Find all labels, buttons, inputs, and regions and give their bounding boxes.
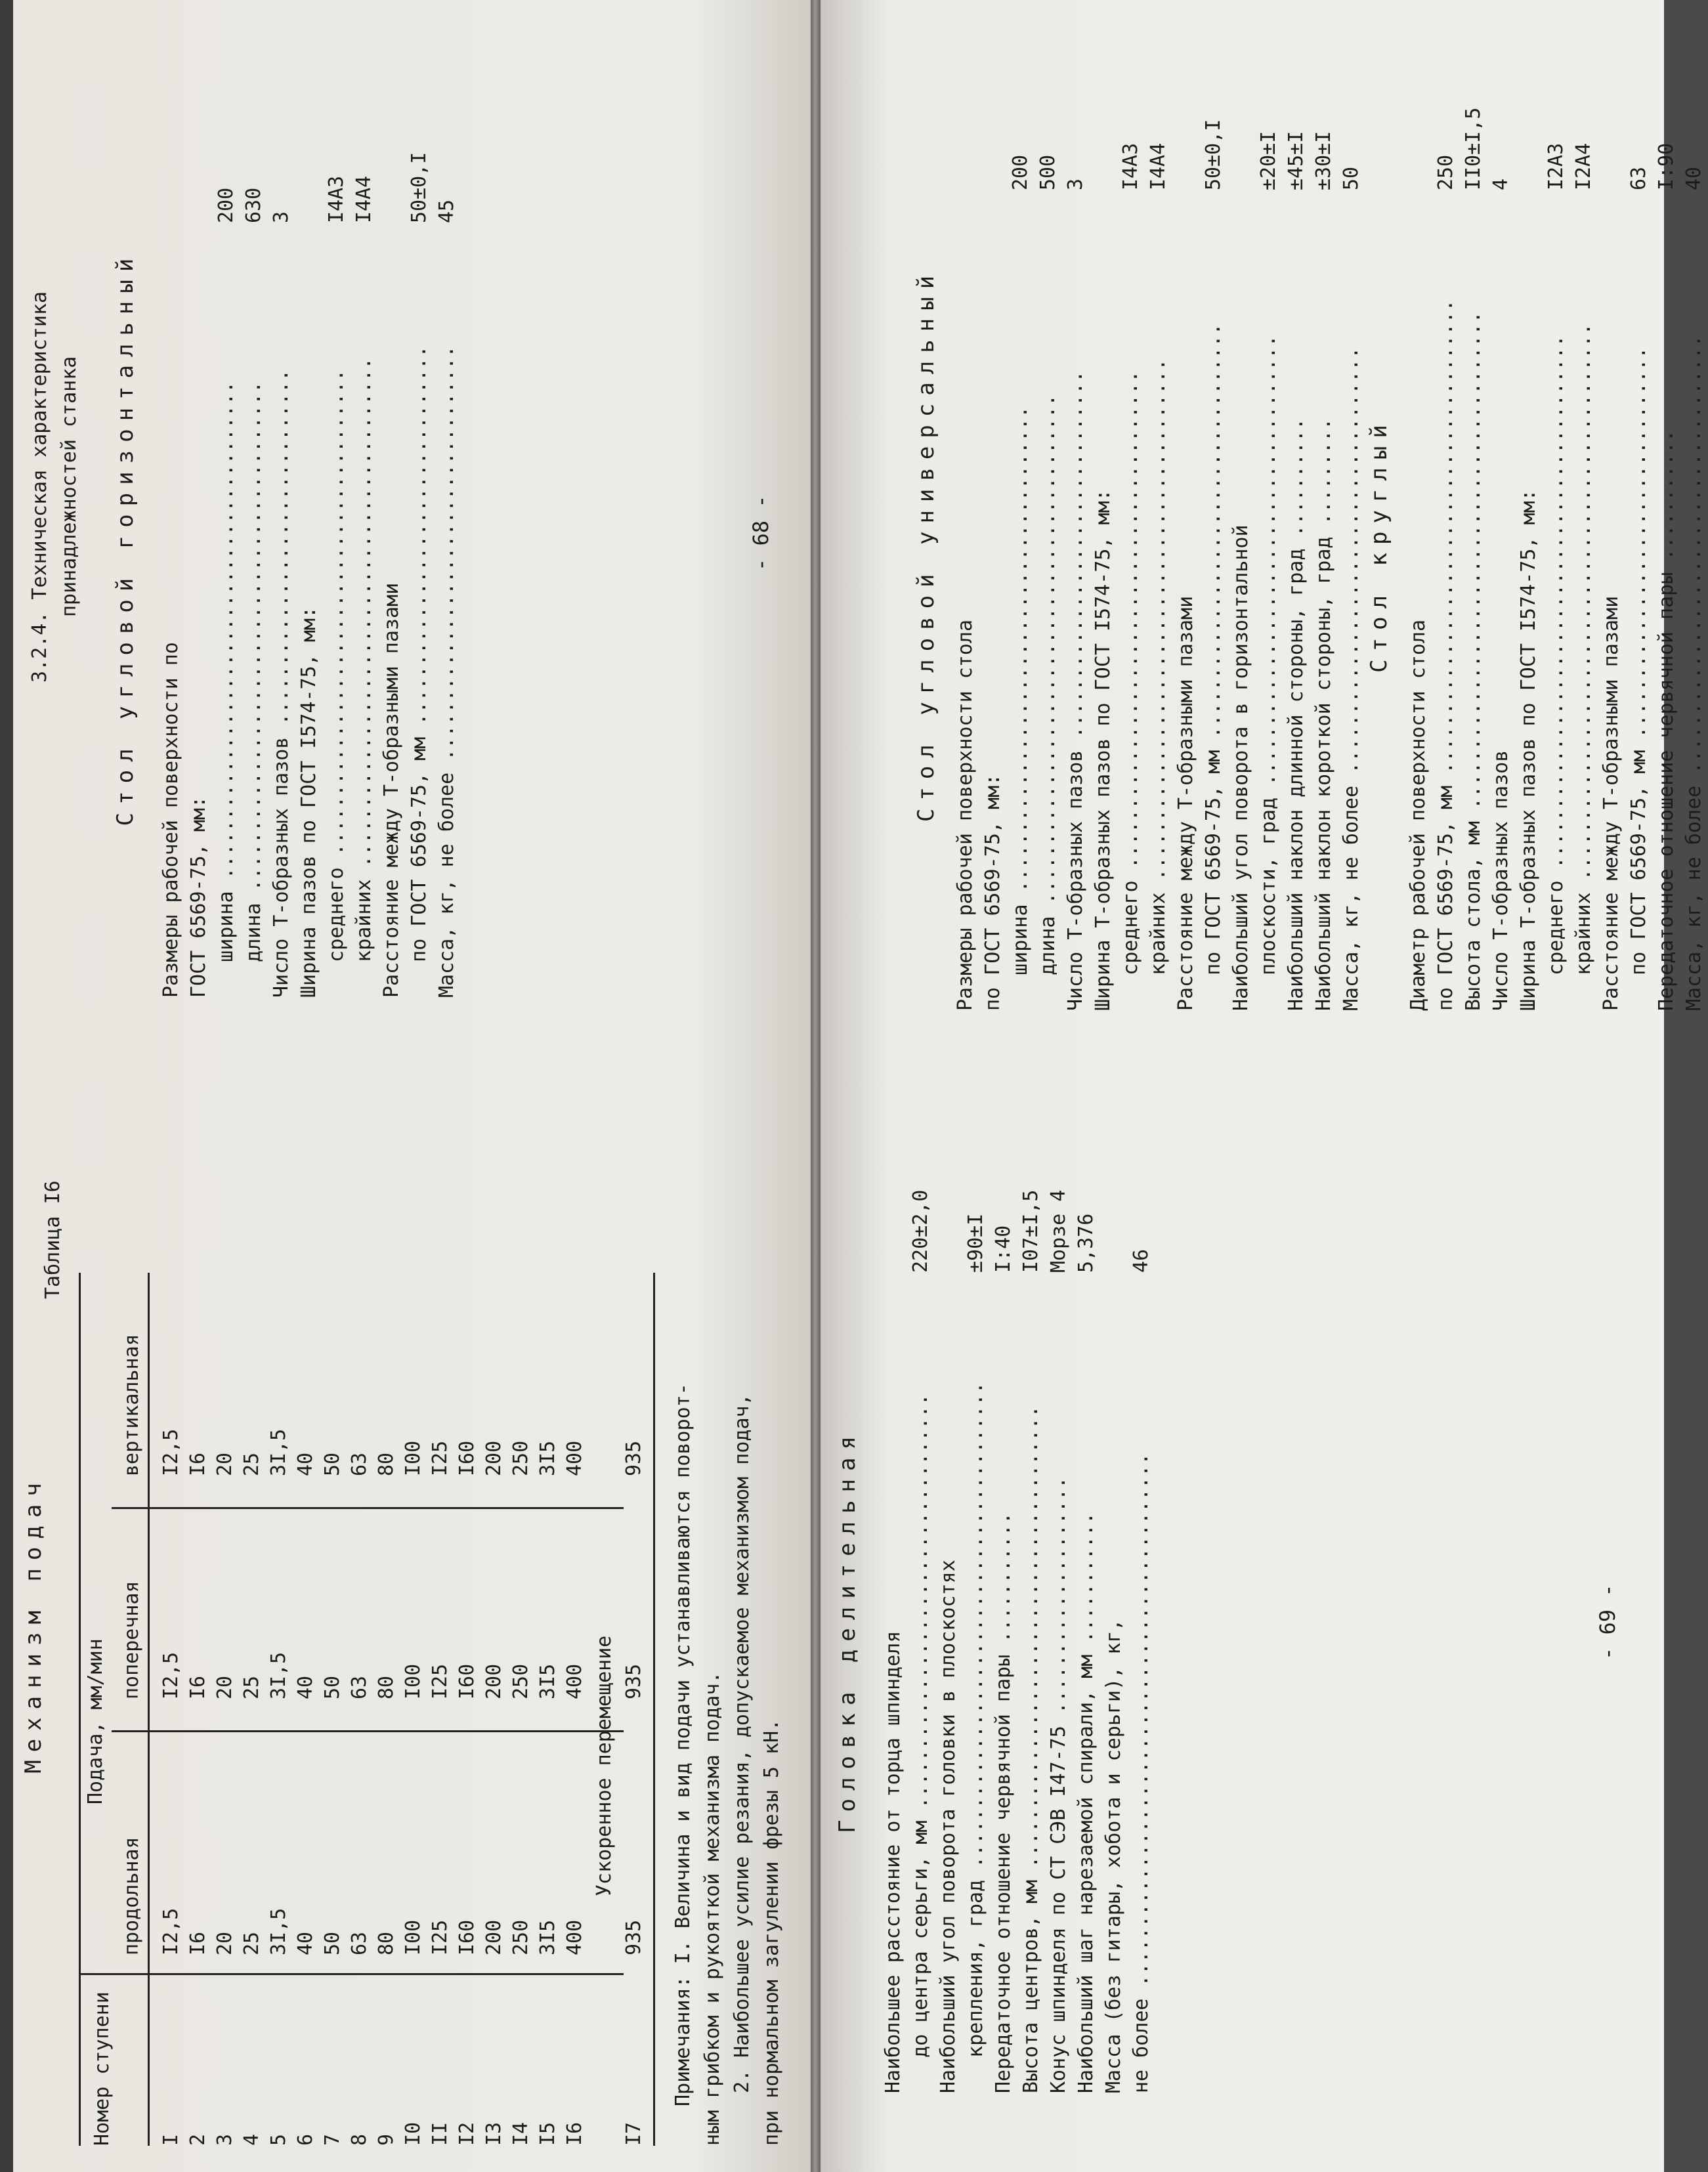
spec-value: 4: [1489, 178, 1512, 190]
feed-cell-step: 7: [321, 2133, 344, 2146]
feed-cell-long: 20: [213, 1931, 236, 1955]
spec-label: Масса, кг, не более ...................................: [435, 345, 458, 998]
feed-cell-vert: I60: [456, 1440, 479, 1476]
spec-label: ГОСТ 6569-75, мм:: [187, 796, 210, 998]
feed-cell-cross: I2,5: [160, 1651, 182, 1699]
spec-label: по ГОСТ 6569-75, мм .................................: [1627, 347, 1650, 1011]
spec-label: не более .............................................: [1130, 1453, 1153, 2093]
spec-value: I2A3: [1545, 142, 1568, 190]
spec-label: Масса, кг, не более ....................................: [1340, 347, 1363, 1011]
feed-cell-step: 6: [294, 2133, 317, 2146]
spec-label: Размеры рабочей поверхности по: [160, 642, 182, 998]
feed-cell-cross: I60: [456, 1663, 479, 1699]
feed-cell-cross: I6: [186, 1675, 209, 1699]
spec-value: I4A3: [1119, 142, 1142, 190]
spec-label: Наибольший шаг нарезаемой спирали, мм ...........: [1075, 1512, 1098, 2093]
left-page-upper: [13, 0, 811, 1076]
spec-label: Число Т-образных пазов ..............................: [270, 369, 293, 998]
feed-cell-step: 5: [267, 2133, 290, 2146]
spec-label: Ширина Т-образных пазов по ГОСТ I574-75, мм:: [1517, 489, 1540, 1011]
col-header-feed: Подача, мм/мин: [84, 1638, 107, 1804]
spec-value: I4A3: [325, 175, 348, 223]
spec-row: [1338, 53, 1365, 1011]
feed-cell-step: 9: [375, 2133, 398, 2146]
col-header-step: Номер ступени: [91, 1991, 114, 2146]
feed-cell-cross: 20: [213, 1675, 236, 1699]
feed-cell-step: I: [160, 2133, 182, 2146]
spec-value: 3: [270, 211, 293, 223]
accel-step: I7: [622, 2121, 645, 2146]
feed-cell-long: 80: [375, 1931, 398, 1955]
spec-value: Морзе 4: [1047, 1189, 1070, 1273]
spec-value: 45: [435, 199, 458, 223]
table-vline-1: [79, 1973, 624, 1975]
spec-row: [378, 79, 406, 998]
dividing-head-specs: [880, 1135, 1155, 2093]
spec-label: Наибольший угол поворота головки в плоскостях: [937, 1560, 960, 2093]
section-title-horizontal: Стол угловой горизонтальный: [112, 250, 139, 826]
spec-label: среднего .............................................: [1545, 335, 1568, 1011]
spec-row: [1680, 53, 1708, 1011]
feed-cell-long: 250: [509, 1919, 532, 1955]
right-page: [821, 0, 1705, 1090]
spec-label: Наибольший угол поворота в горизонтальной: [1229, 524, 1252, 1011]
spec-row: [1062, 53, 1090, 1011]
right-page-content: [821, 0, 1705, 1090]
feed-cell-cross: 200: [482, 1663, 505, 1699]
note-1: Примечания: I. Величина и вид подачи устанавливаются поворот-: [672, 1383, 694, 2106]
feed-cell-long: I00: [402, 1919, 425, 1955]
feed-cell-vert: I25: [429, 1440, 452, 1476]
spec-row: [1017, 1135, 1045, 2093]
spec-value: 46: [1130, 1248, 1153, 1273]
spec-value: ±45±I: [1285, 131, 1308, 190]
spec-row: [907, 1135, 935, 2093]
spec-value: I:40: [992, 1225, 1015, 1273]
feed-cell-vert: 250: [509, 1440, 532, 1476]
spec-row: [935, 1135, 962, 2093]
feed-cell-step: I5: [536, 2121, 559, 2146]
spec-row: [1653, 53, 1680, 1011]
spec-row: [1283, 53, 1310, 1011]
feed-cell-vert: 50: [321, 1452, 344, 1476]
spec-row: [1515, 53, 1543, 1011]
spec-row: [952, 53, 979, 1011]
feed-cell-long: 25: [240, 1931, 263, 1955]
spec-value: 63: [1627, 166, 1650, 190]
feed-cell-vert: 3I5: [536, 1440, 559, 1476]
feed-cell-long: 63: [348, 1931, 371, 1955]
round-table-specs: [1405, 53, 1708, 1011]
left-upper-content: [13, 0, 811, 1076]
spec-row: [1625, 53, 1653, 1011]
accel-vert: 935: [622, 1440, 645, 1476]
feed-cell-vert: I00: [402, 1440, 425, 1476]
feed-cell-long: 3I,5: [267, 1907, 290, 1955]
feed-cell-cross: 80: [375, 1675, 398, 1699]
feed-cell-long: 50: [321, 1931, 344, 1955]
spec-row: [880, 1135, 907, 2093]
feed-cell-cross: 63: [348, 1675, 371, 1699]
spec-label: длина ...........................................: [242, 381, 265, 998]
right-page-lower: [821, 1090, 1664, 2172]
spec-row: [1460, 53, 1487, 1011]
spec-label: по ГОСТ 6569-75, мм ................................: [408, 345, 431, 998]
spec-row: [351, 79, 378, 998]
spec-label: до центра серьги, мм ...................................: [909, 1394, 932, 2093]
spec-value: 500: [1036, 154, 1059, 190]
spec-value: ±20±I: [1257, 131, 1280, 190]
feed-cell-long: 200: [482, 1919, 505, 1955]
spec-row: [240, 79, 268, 998]
spec-label: Высота стола, мм ..........................................: [1462, 311, 1485, 1011]
feed-cell-step: 4: [240, 2133, 263, 2146]
spec-row: [1543, 53, 1570, 1011]
spec-label: Расстояние между Т-образными пазами: [1600, 595, 1623, 1011]
feed-cell-vert: I2,5: [160, 1428, 182, 1476]
table-vline-2: [112, 1730, 624, 1732]
spec-value: 50±0,I: [408, 152, 431, 223]
spec-row: [213, 79, 240, 998]
spec-value: I:90: [1655, 142, 1678, 190]
spec-label: крайних ...............................................: [1572, 323, 1595, 1011]
section-title-universal: Стол угловой универсальный: [913, 267, 939, 822]
feed-cell-cross: 3I,5: [267, 1651, 290, 1699]
feed-cell-long: 40: [294, 1931, 317, 1955]
section-title-round: Стол круглый: [1366, 417, 1392, 673]
note-2b: при нормальном загулении фрезы 5 кН.: [760, 1718, 783, 2146]
spec-value: 50: [1340, 166, 1363, 190]
spec-label: крайних ...........................................: [352, 357, 375, 998]
spec-value: I4A4: [352, 175, 375, 223]
spec-label: среднего ..........................................: [1119, 370, 1142, 1011]
col-header-cross: поперечная: [120, 1581, 143, 1699]
spec-value: I4A4: [1147, 142, 1170, 190]
spec-row: [1228, 53, 1255, 1011]
feed-cell-step: I3: [482, 2121, 505, 2146]
spec-label: по ГОСТ 6569-75, мм ........................................: [1434, 299, 1457, 1011]
spec-label: Наибольший наклон короткой стороны, град .........: [1312, 417, 1335, 1011]
spec-label: Наибольшее расстояние от торца шпинделя: [882, 1630, 905, 2093]
spec-value: I2A4: [1572, 142, 1595, 190]
feed-cell-vert: 40: [294, 1452, 317, 1476]
spec-label: Расстояние между Т-образными пазами: [380, 582, 403, 998]
spec-row: [990, 1135, 1017, 2093]
spec-value: 200: [1009, 154, 1032, 190]
feed-cell-cross: I25: [429, 1663, 452, 1699]
spec-row: [1073, 1135, 1100, 2093]
spec-row: [1128, 1135, 1155, 2093]
table-header-rule: [148, 1273, 150, 2146]
feed-cell-long: 3I5: [536, 1919, 559, 1955]
feed-cell-step: I6: [563, 2121, 586, 2146]
spec-row: [158, 79, 185, 998]
spec-row: [1007, 53, 1035, 1011]
spec-value: ±90±I: [964, 1213, 987, 1273]
spec-value: 5,376: [1075, 1213, 1098, 1273]
horizontal-table-specs: [158, 79, 461, 998]
spec-row: [979, 53, 1007, 1011]
feed-cell-long: I6: [186, 1931, 209, 1955]
section-324: 3.2.4. Техническая характеристика: [28, 291, 51, 683]
spec-row: [268, 79, 295, 998]
feed-cell-cross: 40: [294, 1675, 317, 1699]
section-title-head: Головка делительная: [834, 1428, 861, 1833]
feed-cell-cross: I00: [402, 1663, 425, 1699]
spec-value: 3: [1064, 178, 1087, 190]
accel-cross: 935: [622, 1663, 645, 1699]
spec-label: длина ...........................................: [1036, 394, 1059, 1011]
universal-table-specs: [952, 53, 1365, 1011]
spec-row: [1172, 53, 1200, 1011]
spec-row: [1045, 1135, 1073, 2093]
col-header-long: продольная: [120, 1837, 143, 1955]
spec-value: 50±0,I: [1202, 119, 1225, 190]
page-number-left: - 68 -: [748, 495, 773, 571]
spec-label: Ширина пазов по ГОСТ I574-75, мм:: [297, 606, 320, 998]
spec-row: [1432, 53, 1460, 1011]
note-2: 2. Наибольшее усилие резания, допускаемое механизмом подач,: [731, 1394, 754, 2093]
accel-label: Ускоренное перемещение: [593, 1635, 616, 1896]
feed-cell-long: I25: [429, 1919, 452, 1955]
feed-cell-long: I60: [456, 1919, 479, 1955]
spec-label: Высота центров, мм .......................................: [1019, 1405, 1042, 2093]
spec-label: по ГОСТ 6569-75, мм:: [981, 773, 1004, 1011]
page-number-right: - 69 -: [1595, 1584, 1620, 1660]
accel-long: 935: [622, 1919, 645, 1955]
spec-row: [1200, 53, 1228, 1011]
spec-label: Ширина Т-образных пазов по ГОСТ I574-75, мм:: [1092, 489, 1115, 1011]
spec-label: Конус шпинделя по СТ СЭВ I47-75 ....................: [1047, 1476, 1070, 2093]
spec-row: [323, 79, 351, 998]
spec-row: [1310, 53, 1338, 1011]
feed-cell-vert: 20: [213, 1452, 236, 1476]
spec-label: Масса (без гитары, хобота и серьги), кг,: [1102, 1619, 1125, 2093]
col-header-vert: вертикальная: [120, 1334, 143, 1476]
spec-label: Наибольший наклон длинной стороны, град ..........: [1285, 417, 1308, 1011]
spec-row: [1035, 53, 1062, 1011]
feed-cell-step: I2: [456, 2121, 479, 2146]
feed-cell-vert: 25: [240, 1452, 263, 1476]
spec-row: [295, 79, 323, 998]
spec-value: ±30±I: [1312, 131, 1335, 190]
spec-label: Размеры рабочей поверхности стола: [954, 619, 977, 1011]
feed-cell-cross: 400: [563, 1663, 586, 1699]
feed-cell-cross: 50: [321, 1675, 344, 1699]
spec-label: плоскости, град ......................................: [1257, 335, 1280, 1011]
spec-label: крайних ............................................: [1147, 358, 1170, 1011]
spec-row: [185, 79, 213, 998]
feed-cell-step: 2: [186, 2133, 209, 2146]
spec-row: [433, 79, 461, 998]
spec-value: 200: [215, 187, 238, 223]
right-lower-content: [821, 1090, 1664, 2172]
spec-row: [1255, 53, 1283, 1011]
spec-label: по ГОСТ 6569-75, мм ...................................: [1202, 323, 1225, 1011]
spacer: [817, 1076, 818, 1077]
feed-cell-vert: I6: [186, 1452, 209, 1476]
spec-label: Передаточное отношение червячной пары ...........: [992, 1512, 1015, 2093]
left-page: [13, 1076, 811, 2172]
spec-row: [1570, 53, 1598, 1011]
table-vline-3: [112, 1507, 624, 1509]
spec-value: 40: [1682, 166, 1705, 190]
feed-cell-step: I0: [402, 2121, 425, 2146]
spec-row: [1100, 1135, 1128, 2093]
feed-cell-vert: 400: [563, 1440, 586, 1476]
feed-cell-step: II: [429, 2121, 452, 2146]
spec-label: Диаметр рабочей поверхности стола: [1407, 619, 1430, 1011]
spec-label: Число Т-образных пазов: [1489, 750, 1512, 1011]
left-page-content: [13, 1076, 811, 2172]
table-top-rule: [79, 1273, 81, 2146]
spec-label: ширина ..........................................: [215, 381, 238, 998]
spec-label: Число Т-образных пазов ...............................: [1064, 370, 1087, 1011]
table-bottom-rule: [653, 1273, 655, 2146]
spec-value: 250: [1434, 154, 1457, 190]
feed-cell-step: 3: [213, 2133, 236, 2146]
spec-label: Передаточное отношение червячной пары ...........: [1655, 429, 1678, 1011]
spec-row: [1145, 53, 1172, 1011]
table-title: Таблица I6: [41, 1180, 64, 1299]
feed-cell-vert: 200: [482, 1440, 505, 1476]
feed-cell-cross: 3I5: [536, 1663, 559, 1699]
spec-label: Масса, кг, не более .....................................: [1682, 335, 1705, 1011]
feed-cell-cross: 25: [240, 1675, 263, 1699]
book-spine: [809, 0, 822, 2172]
feed-cell-step: 8: [348, 2133, 371, 2146]
spec-row: [1405, 53, 1432, 1011]
spec-label: ширина .........................................: [1009, 406, 1032, 1011]
spec-row: [1598, 53, 1625, 1011]
feed-cell-long: 400: [563, 1919, 586, 1955]
spec-value: I07±I,5: [1019, 1189, 1042, 1273]
section-title-feed-mechanism: Механизм подач: [20, 1475, 47, 1774]
spec-label: среднего .........................................: [325, 369, 348, 998]
feed-cell-vert: 80: [375, 1452, 398, 1476]
spec-value: 630: [242, 187, 265, 223]
feed-cell-vert: 63: [348, 1452, 371, 1476]
spec-row: [1117, 53, 1145, 1011]
note-1b: ным грибком и рукояткой механизма подач.: [701, 1671, 724, 2146]
feed-cell-step: I4: [509, 2121, 532, 2146]
spec-row: [406, 79, 433, 998]
feed-cell-vert: 3I,5: [267, 1428, 290, 1476]
feed-cell-cross: 250: [509, 1663, 532, 1699]
spec-label: крепления, град .........................................: [964, 1382, 987, 2093]
spec-label: Расстояние между Т-образными пазами: [1174, 595, 1197, 1011]
spec-row: [1487, 53, 1515, 1011]
spec-row: [1090, 53, 1117, 1011]
feed-cell-long: I2,5: [160, 1907, 182, 1955]
spec-row: [962, 1135, 990, 2093]
spec-value: 220±2,0: [909, 1189, 932, 1273]
section-324b: принадлежностей станка: [58, 356, 81, 617]
spec-value: II0±I,5: [1462, 107, 1485, 190]
